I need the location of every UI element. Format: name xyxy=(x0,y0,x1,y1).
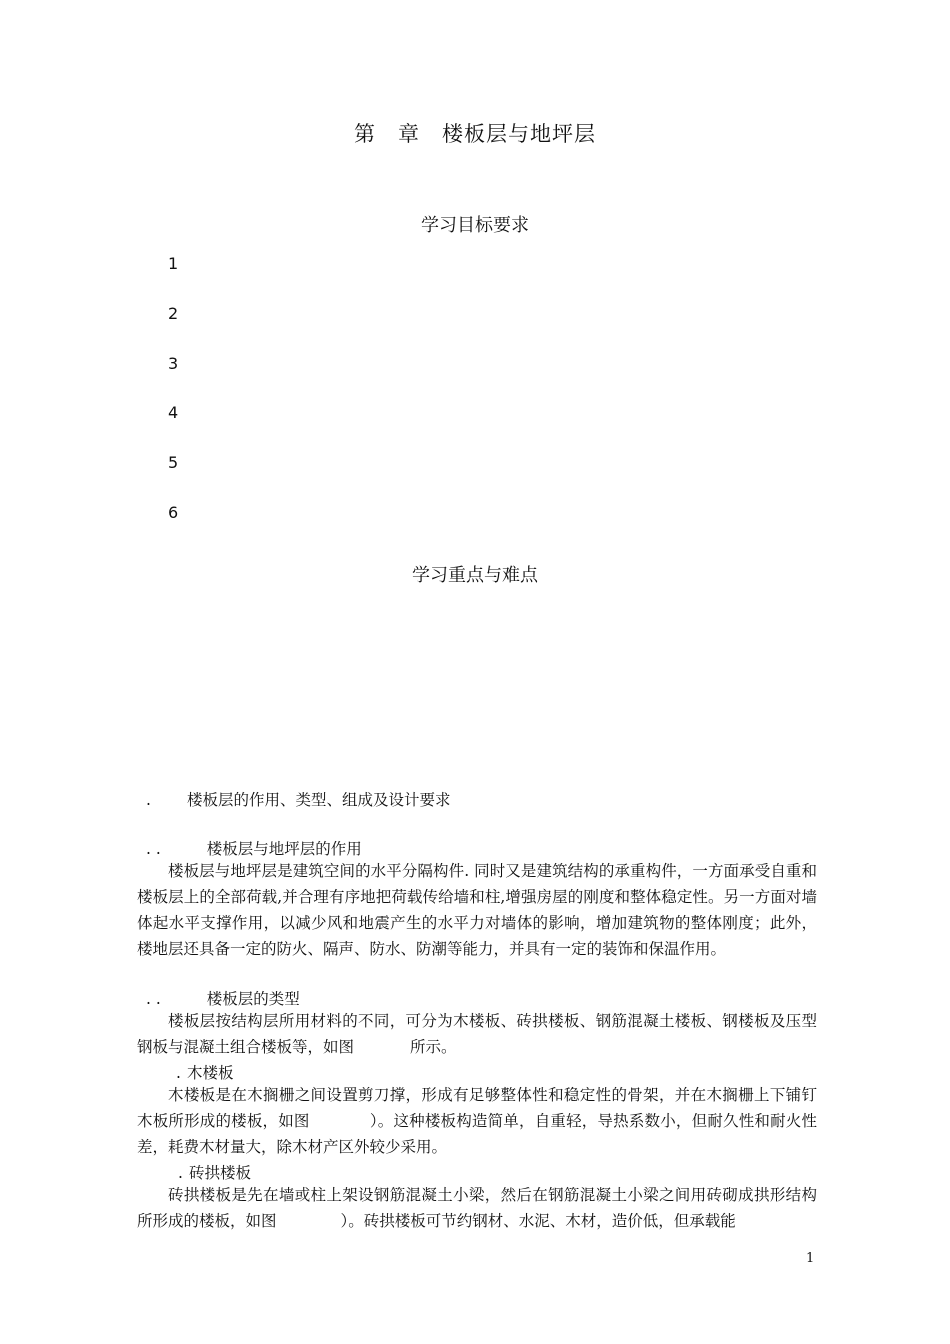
section-1-title: 楼板层的作用、类型、组成及设计要求 xyxy=(186,791,451,809)
subsection-1-2-marker: . . xyxy=(146,990,161,1008)
chapter-prefix: 第 xyxy=(354,122,376,146)
brick-floor-heading xyxy=(178,1161,251,1183)
paragraph-types xyxy=(137,1008,817,1060)
page-number: 1 xyxy=(806,1251,815,1266)
objective-item-2: 2 xyxy=(168,304,179,323)
brick-floor-marker: . xyxy=(178,1164,183,1182)
paragraph-types-end: 所示。 xyxy=(410,1038,457,1056)
section-1-heading xyxy=(146,788,450,810)
wood-floor-heading xyxy=(176,1061,233,1083)
paragraph-brick-floor xyxy=(137,1182,817,1234)
objective-item-6: 6 xyxy=(168,503,179,522)
subsection-1-1-heading xyxy=(146,837,362,859)
subsection-1-1-marker: . . xyxy=(146,840,161,858)
wood-floor-marker: . xyxy=(176,1064,181,1082)
subsection-1-2-title: 楼板层的类型 xyxy=(206,990,300,1008)
paragraph-brick-floor-text: 砖拱楼板是先在墙或柱上架设钢筋混凝土小梁，然后在钢筋混凝土小梁之间用砖砌成拱形结构所形成的楼板，如图 xyxy=(137,1186,817,1230)
objective-item-1: 1 xyxy=(168,254,179,273)
objective-item-4: 4 xyxy=(168,403,179,422)
wood-floor-title: 木楼板 xyxy=(186,1064,234,1082)
key-points-heading: 学习重点与难点 xyxy=(412,565,538,586)
paragraph-wood-floor-end: ）。这种楼板构造简单，自重轻，导热系数小，但耐久性和耐火性差，耗费木材量大，除木材产区外较少采用。 xyxy=(137,1112,817,1156)
objectives-heading: 学习目标要求 xyxy=(421,215,529,236)
paragraph-wood-floor-text: 木楼板是在木搁栅之间设置剪刀撑，形成有足够整体性和稳定性的骨架，并在木搁栅上下铺钉木板所形成的楼板，如图 xyxy=(137,1086,817,1130)
paragraph-function: 楼板层与地坪层是建筑空间的水平分隔构件. 同时又是建筑结构的承重构件，一方面承受自重和楼板层上的全部荷载,并合理有序地把荷载传给墙和柱,增强房屋的刚度和整体稳定性。另一方面对墙体起水平支撑作用，以减少风和地震产生的水平力对墙体的影响，增加建筑物的整体刚度；此外，楼地层还具备一定的防火、隔声、防水、防潮等能力，并具有一定的装饰和保温作用。 xyxy=(137,862,817,958)
paragraph-wood-floor xyxy=(137,1082,817,1160)
paragraph-brick-floor-end: ）。砖拱楼板可节约钢材、水泥、木材，造价低，但承载能 xyxy=(340,1212,736,1230)
objective-item-5: 5 xyxy=(168,453,179,472)
objective-item-3: 3 xyxy=(168,354,179,373)
subsection-1-1-title: 楼板层与地坪层的作用 xyxy=(206,840,362,858)
chapter-mid: 章 xyxy=(398,122,420,146)
chapter-name: 楼板层与地坪层 xyxy=(442,122,596,146)
subsection-1-2-heading xyxy=(146,987,300,1009)
section-1-marker: . xyxy=(146,791,151,809)
chapter-title xyxy=(0,118,950,148)
brick-floor-title: 砖拱楼板 xyxy=(188,1164,251,1182)
paragraph-types-text: 楼板层按结构层所用材料的不同，可分为木楼板、砖拱楼板、钢筋混凝土楼板、钢楼板及压型钢板与混凝土组合楼板等，如图 xyxy=(137,1012,817,1056)
